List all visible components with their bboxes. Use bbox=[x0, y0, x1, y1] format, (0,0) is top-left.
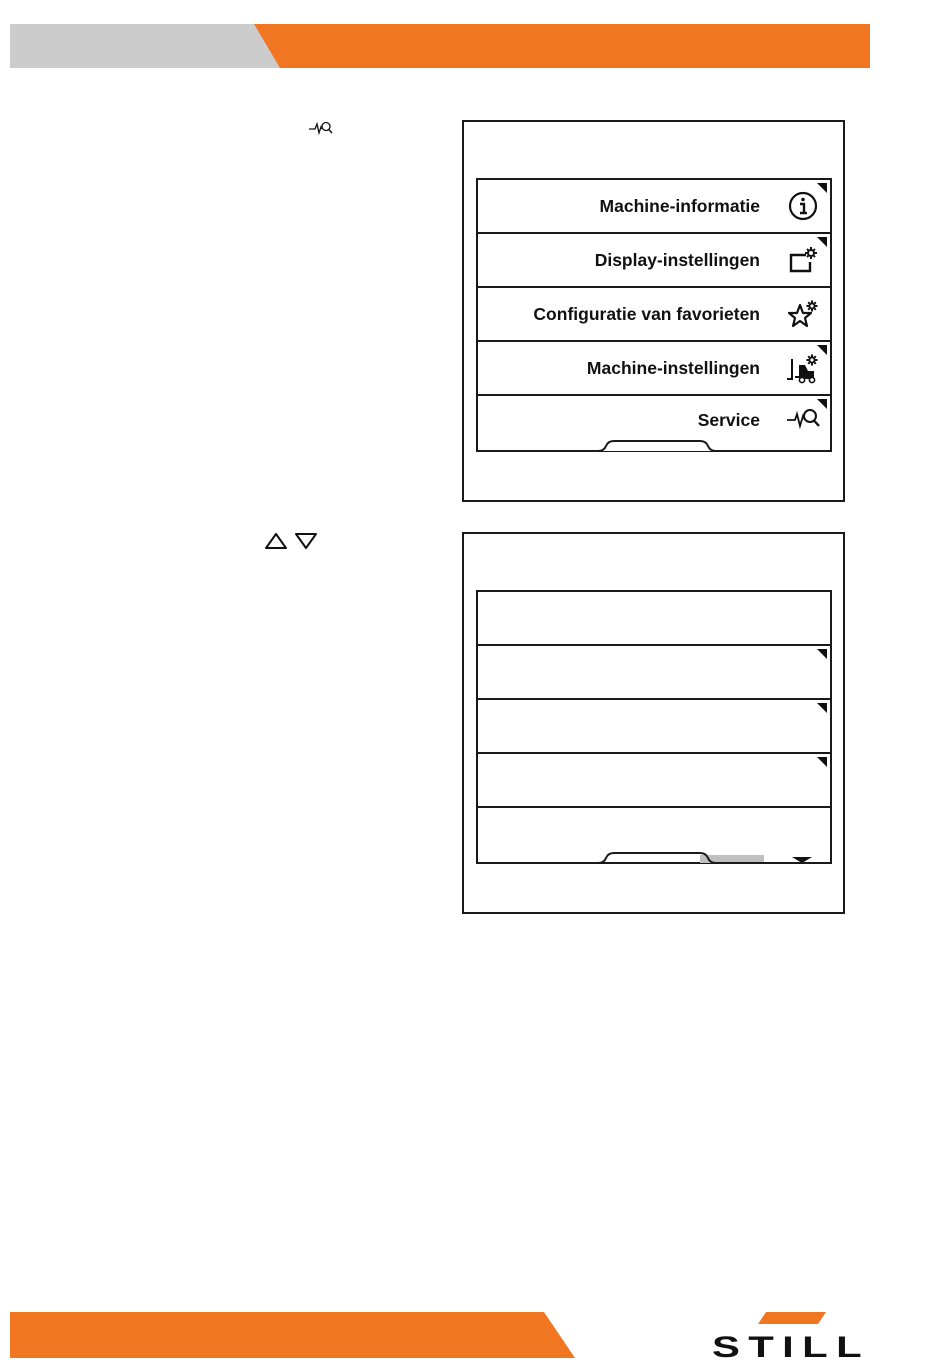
submenu-indicator bbox=[817, 183, 827, 193]
submenu-indicator bbox=[817, 399, 827, 409]
service-menu-list bbox=[476, 590, 832, 864]
service-menu-item-2[interactable] bbox=[478, 646, 830, 700]
down-arrow-icon bbox=[296, 534, 316, 548]
info-icon bbox=[786, 189, 820, 223]
truck-settings-icon bbox=[786, 351, 820, 385]
menu-item-service[interactable] bbox=[478, 396, 830, 450]
favorites-settings-icon bbox=[786, 297, 820, 331]
service-menu-item-3[interactable] bbox=[478, 700, 830, 754]
main-menu-list bbox=[476, 178, 832, 452]
brand-text: STILL bbox=[712, 1331, 870, 1360]
menu-item-label: Display-instellingen bbox=[594, 250, 760, 270]
menu-item-favorites-config[interactable] bbox=[478, 288, 830, 342]
menu-item-label: Configuratie van favorieten bbox=[533, 304, 760, 324]
submenu-indicator bbox=[817, 703, 827, 713]
menu-item-label: Service bbox=[697, 410, 760, 430]
still-logo bbox=[708, 1312, 874, 1360]
service-icon bbox=[786, 402, 820, 436]
page-tab-notch bbox=[478, 440, 830, 452]
menu-item-display-settings[interactable] bbox=[478, 234, 830, 288]
footer-bar bbox=[10, 1312, 575, 1358]
submenu-indicator bbox=[817, 237, 827, 247]
header-bar bbox=[10, 24, 870, 68]
menu-item-label: Machine-instellingen bbox=[586, 358, 760, 378]
submenu-indicator bbox=[817, 649, 827, 659]
page-tab-notch bbox=[478, 852, 830, 864]
up-arrow-icon bbox=[266, 534, 286, 548]
inline-service-icon bbox=[309, 120, 333, 136]
service-menu-item-5[interactable] bbox=[478, 808, 830, 862]
submenu-indicator bbox=[817, 757, 827, 767]
menu-item-machine-info[interactable] bbox=[478, 180, 830, 234]
menu-item-label: Machine-informatie bbox=[599, 196, 760, 216]
menu-item-machine-settings[interactable] bbox=[478, 342, 830, 396]
submenu-indicator bbox=[817, 345, 827, 355]
service-menu-item-4[interactable] bbox=[478, 754, 830, 808]
scroll-down-icon bbox=[809, 861, 810, 862]
display-settings-icon bbox=[786, 243, 820, 277]
inline-arrow-keys bbox=[264, 532, 318, 550]
service-menu-item-1[interactable] bbox=[478, 592, 830, 646]
display-screen-service-menu bbox=[462, 532, 845, 914]
display-screen-main-menu bbox=[462, 120, 845, 502]
